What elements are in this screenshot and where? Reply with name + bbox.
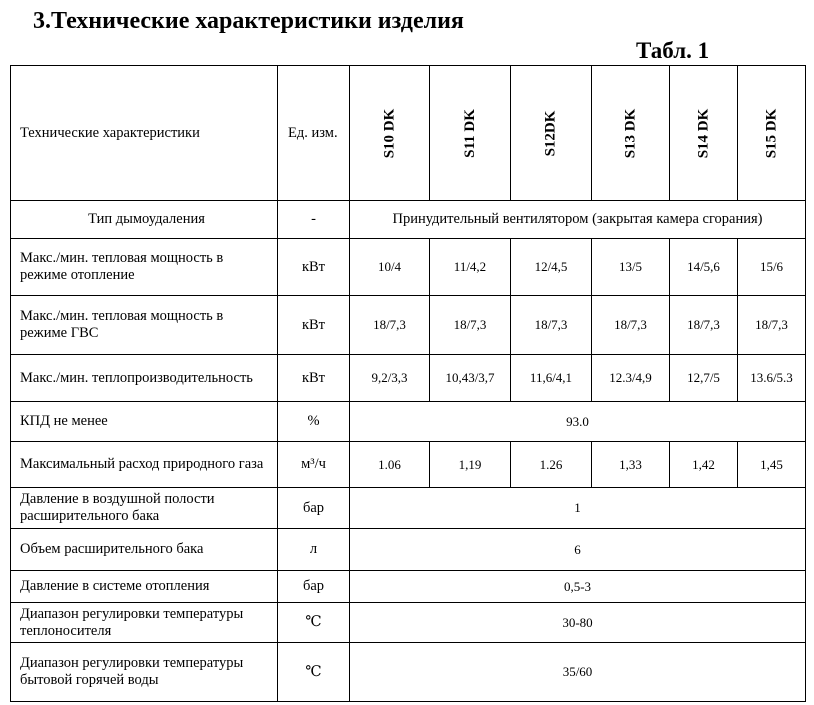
model-header [592,66,670,201]
table-row [11,529,806,571]
table-row [11,239,806,296]
section-heading: 3.Технические характеристики изделия [33,8,464,34]
row-value: 18/7,3 [350,296,430,355]
row-value: 12,7/5 [670,355,738,402]
row-value-span: 1 [350,488,806,529]
row-value-span: Принудительный вентилятором (закрытая камера сгорания) [350,201,806,239]
row-value: 10/4 [350,239,430,296]
row-value-span: 35/60 [350,643,806,702]
row-name: Макс./мин. теплопроизводительность [11,355,278,402]
row-value: 1.26 [511,442,592,488]
row-value: 18/7,3 [511,296,592,355]
row-value-span: 30-80 [350,603,806,643]
row-name: КПД не менее [11,402,278,442]
row-unit: кВт [278,296,350,355]
model-label: S12DK [542,110,559,157]
model-label: S15 DK [763,108,779,159]
header-row [11,66,806,201]
row-value: 12.3/4,9 [592,355,670,402]
row-value: 13/5 [592,239,670,296]
table-row [11,402,806,442]
model-header [350,66,430,201]
model-header [511,66,592,201]
model-label: S11 DK [461,109,478,158]
row-name: Макс./мин. тепловая мощность в режиме ГВС [11,296,278,355]
row-unit: ℃ [278,603,350,643]
model-header [670,66,738,201]
table-row [11,488,806,529]
row-value: 18/7,3 [430,296,511,355]
table-row [11,201,806,239]
row-value: 1,42 [670,442,738,488]
model-header [738,66,806,201]
row-name: Давление в воздушной полости расширительного бака [11,488,278,529]
row-value: 11/4,2 [430,239,511,296]
table-row [11,296,806,355]
row-value-span: 0,5-3 [350,571,806,603]
row-value-span: 6 [350,529,806,571]
row-name: Макс./мин. тепловая мощность в режиме отопление [11,239,278,296]
row-name: Максимальный расход природного газа [11,442,278,488]
model-label: S10 DK [381,108,397,159]
model-label: S14 DK [695,108,711,159]
row-value: 18/7,3 [592,296,670,355]
row-name: Диапазон регулировки температуры бытовой горячей воды [11,643,278,702]
row-value: 11,6/4,1 [511,355,592,402]
row-unit: м³/ч [278,442,350,488]
row-value: 9,2/3,3 [350,355,430,402]
header-characteristics: Технические характеристики [11,66,278,201]
row-unit: л [278,529,350,571]
row-unit: ℃ [278,643,350,702]
table-label: Табл. 1 [636,38,710,63]
row-value: 18/7,3 [738,296,806,355]
table-row [11,355,806,402]
row-name: Объем расширительного бака [11,529,278,571]
row-value: 18/7,3 [670,296,738,355]
row-value: 13.6/5.3 [738,355,806,402]
table-row [11,643,806,702]
row-value: 1,45 [738,442,806,488]
spec-table [10,65,806,702]
table-row [11,442,806,488]
table-row [11,571,806,603]
row-value: 1.06 [350,442,430,488]
row-unit: кВт [278,355,350,402]
header-unit: Ед. изм. [278,66,350,201]
row-unit: - [278,201,350,239]
row-value: 15/6 [738,239,806,296]
row-unit: кВт [278,239,350,296]
row-name: Диапазон регулировки температуры теплоносителя [11,603,278,643]
row-name: Давление в системе отопления [11,571,278,603]
row-value: 1,33 [592,442,670,488]
row-unit: бар [278,571,350,603]
row-unit: бар [278,488,350,529]
row-value: 1,19 [430,442,511,488]
row-value-span: 93.0 [350,402,806,442]
model-label: S13 DK [622,108,638,159]
row-value: 10,43/3,7 [430,355,511,402]
row-value: 14/5,6 [670,239,738,296]
row-unit: % [278,402,350,442]
table-row [11,603,806,643]
row-name: Тип дымоудаления [11,201,278,239]
model-header [430,66,511,201]
row-value: 12/4,5 [511,239,592,296]
